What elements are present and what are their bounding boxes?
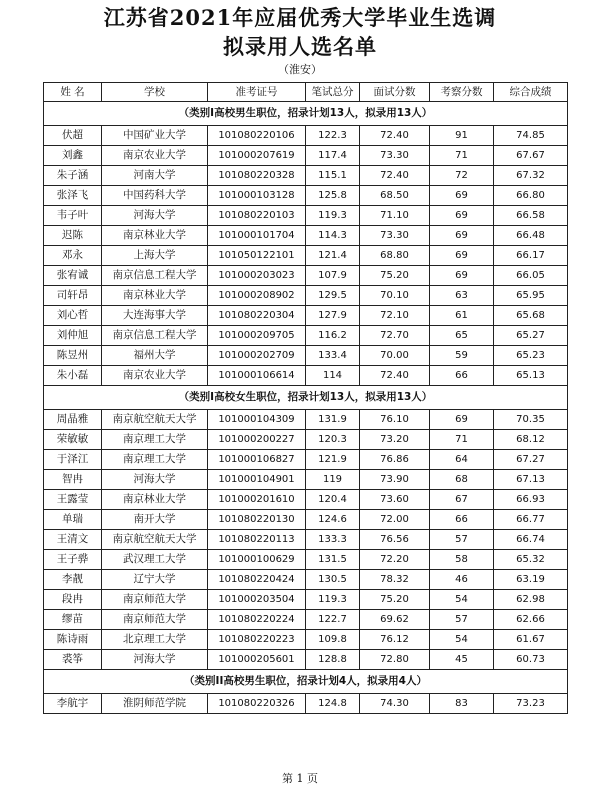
- cell-name: 朱小磊: [44, 366, 102, 386]
- cell-written-score: 116.2: [306, 326, 360, 346]
- cell-exam-id: 101000103128: [208, 186, 306, 206]
- cell-written-score: 120.3: [306, 430, 360, 450]
- cell-inspection-score: 54: [430, 590, 494, 610]
- table-row: [44, 470, 568, 490]
- cell-inspection-score: 57: [430, 530, 494, 550]
- cell-total-score: 66.58: [494, 206, 568, 226]
- cell-total-score: 73.23: [494, 694, 568, 714]
- table-row: [44, 346, 568, 366]
- table-row: [44, 490, 568, 510]
- cell-exam-id: 101000101704: [208, 226, 306, 246]
- cell-written-score: 131.5: [306, 550, 360, 570]
- cell-written-score: 109.8: [306, 630, 360, 650]
- header-written-score: 笔试总分: [306, 83, 360, 102]
- cell-written-score: 115.1: [306, 166, 360, 186]
- header-school: 学校: [102, 83, 208, 102]
- cell-exam-id: 101000200227: [208, 430, 306, 450]
- cell-inspection-score: 67: [430, 490, 494, 510]
- cell-exam-id: 101000205601: [208, 650, 306, 670]
- header-inspection-score: 考察分数: [430, 83, 494, 102]
- cell-interview-score: 73.60: [360, 490, 430, 510]
- cell-name: 王清文: [44, 530, 102, 550]
- cell-name: 刘鑫: [44, 146, 102, 166]
- cell-name: 单瑞: [44, 510, 102, 530]
- cell-interview-score: 76.86: [360, 450, 430, 470]
- cell-inspection-score: 64: [430, 450, 494, 470]
- cell-interview-score: 76.56: [360, 530, 430, 550]
- cell-school: 武汉理工大学: [102, 550, 208, 570]
- cell-interview-score: 72.40: [360, 126, 430, 146]
- cell-name: 裘筝: [44, 650, 102, 670]
- cell-inspection-score: 83: [430, 694, 494, 714]
- cell-total-score: 66.05: [494, 266, 568, 286]
- cell-name: 张宥诚: [44, 266, 102, 286]
- cell-interview-score: 72.40: [360, 166, 430, 186]
- cell-school: 南京师范大学: [102, 590, 208, 610]
- category-label: （类别I高校女生职位，招录计划13人，拟录用13人）: [44, 386, 568, 410]
- cell-written-score: 131.9: [306, 410, 360, 430]
- cell-written-score: 127.9: [306, 306, 360, 326]
- cell-total-score: 61.67: [494, 630, 568, 650]
- cell-inspection-score: 68: [430, 470, 494, 490]
- cell-exam-id: 101080220103: [208, 206, 306, 226]
- cell-inspection-score: 63: [430, 286, 494, 306]
- table-row: [44, 186, 568, 206]
- cell-interview-score: 72.20: [360, 550, 430, 570]
- table-row: [44, 366, 568, 386]
- cell-school: 北京理工大学: [102, 630, 208, 650]
- cell-school: 南京航空航天大学: [102, 530, 208, 550]
- cell-name: 朱子涵: [44, 166, 102, 186]
- cell-total-score: 66.17: [494, 246, 568, 266]
- table-row: [44, 206, 568, 226]
- table-row: [44, 630, 568, 650]
- cell-written-score: 107.9: [306, 266, 360, 286]
- cell-exam-id: 101080220328: [208, 166, 306, 186]
- cell-exam-id: 101000208902: [208, 286, 306, 306]
- cell-school: 辽宁大学: [102, 570, 208, 590]
- cell-total-score: 70.35: [494, 410, 568, 430]
- category-label: （类别I高校男生职位，招录计划13人，拟录用13人）: [44, 102, 568, 126]
- cell-exam-id: 101080220223: [208, 630, 306, 650]
- table-row: [44, 694, 568, 714]
- cell-interview-score: 75.20: [360, 590, 430, 610]
- cell-name: 刘仲旭: [44, 326, 102, 346]
- cell-interview-score: 75.20: [360, 266, 430, 286]
- table-row: [44, 430, 568, 450]
- cell-exam-id: 101080220224: [208, 610, 306, 630]
- cell-total-score: 65.13: [494, 366, 568, 386]
- cell-interview-score: 73.30: [360, 226, 430, 246]
- cell-written-score: 122.7: [306, 610, 360, 630]
- table-row: [44, 166, 568, 186]
- table-body: [44, 102, 568, 714]
- cell-inspection-score: 69: [430, 266, 494, 286]
- cell-school: 南京航空航天大学: [102, 410, 208, 430]
- cell-name: 王子骅: [44, 550, 102, 570]
- cell-exam-id: 101000104309: [208, 410, 306, 430]
- cell-interview-score: 72.00: [360, 510, 430, 530]
- cell-inspection-score: 71: [430, 430, 494, 450]
- cell-total-score: 67.27: [494, 450, 568, 470]
- cell-exam-id: 101080220106: [208, 126, 306, 146]
- cell-school: 南京理工大学: [102, 430, 208, 450]
- cell-name: 韦子叶: [44, 206, 102, 226]
- cell-inspection-score: 45: [430, 650, 494, 670]
- cell-total-score: 63.19: [494, 570, 568, 590]
- cell-interview-score: 74.30: [360, 694, 430, 714]
- header-name: 姓 名: [44, 83, 102, 102]
- cell-inspection-score: 69: [430, 410, 494, 430]
- cell-written-score: 117.4: [306, 146, 360, 166]
- cell-name: 李航宇: [44, 694, 102, 714]
- cell-name: 荣敏敏: [44, 430, 102, 450]
- cell-name: 于泽江: [44, 450, 102, 470]
- cell-interview-score: 78.32: [360, 570, 430, 590]
- cell-interview-score: 73.30: [360, 146, 430, 166]
- cell-written-score: 114: [306, 366, 360, 386]
- candidate-table: [43, 82, 568, 714]
- cell-interview-score: 73.20: [360, 430, 430, 450]
- cell-interview-score: 72.70: [360, 326, 430, 346]
- cell-school: 南京农业大学: [102, 146, 208, 166]
- cell-written-score: 119.3: [306, 206, 360, 226]
- cell-exam-id: 101080220304: [208, 306, 306, 326]
- cell-inspection-score: 66: [430, 510, 494, 530]
- cell-written-score: 121.4: [306, 246, 360, 266]
- cell-total-score: 68.12: [494, 430, 568, 450]
- cell-interview-score: 72.10: [360, 306, 430, 326]
- cell-total-score: 62.66: [494, 610, 568, 630]
- header-exam-id: 准考证号: [208, 83, 306, 102]
- category-row: [44, 670, 568, 694]
- cell-total-score: 67.67: [494, 146, 568, 166]
- cell-inspection-score: 59: [430, 346, 494, 366]
- table-row: [44, 266, 568, 286]
- cell-inspection-score: 69: [430, 226, 494, 246]
- cell-inspection-score: 57: [430, 610, 494, 630]
- cell-written-score: 122.3: [306, 126, 360, 146]
- cell-exam-id: 101080220130: [208, 510, 306, 530]
- cell-interview-score: 70.00: [360, 346, 430, 366]
- cell-exam-id: 101080220326: [208, 694, 306, 714]
- cell-written-score: 124.8: [306, 694, 360, 714]
- cell-interview-score: 69.62: [360, 610, 430, 630]
- cell-exam-id: 101050122101: [208, 246, 306, 266]
- cell-name: 李靓: [44, 570, 102, 590]
- cell-total-score: 67.32: [494, 166, 568, 186]
- table-row: [44, 410, 568, 430]
- region-label: （淮安）: [278, 63, 322, 76]
- cell-interview-score: 70.10: [360, 286, 430, 306]
- cell-school: 中国药科大学: [102, 186, 208, 206]
- table-row: [44, 530, 568, 550]
- cell-total-score: 65.27: [494, 326, 568, 346]
- table-row: [44, 226, 568, 246]
- cell-interview-score: 72.40: [360, 366, 430, 386]
- cell-name: 段冉: [44, 590, 102, 610]
- cell-interview-score: 68.80: [360, 246, 430, 266]
- cell-written-score: 128.8: [306, 650, 360, 670]
- cell-written-score: 125.8: [306, 186, 360, 206]
- cell-name: 周晶雅: [44, 410, 102, 430]
- table-row: [44, 550, 568, 570]
- cell-inspection-score: 61: [430, 306, 494, 326]
- cell-written-score: 130.5: [306, 570, 360, 590]
- table-row: [44, 126, 568, 146]
- cell-written-score: 124.6: [306, 510, 360, 530]
- cell-exam-id: 101000202709: [208, 346, 306, 366]
- table-row: [44, 590, 568, 610]
- cell-written-score: 121.9: [306, 450, 360, 470]
- cell-name: 缪苗: [44, 610, 102, 630]
- cell-name: 陈昱州: [44, 346, 102, 366]
- cell-school: 南京信息工程大学: [102, 326, 208, 346]
- table-row: [44, 246, 568, 266]
- cell-exam-id: 101000100629: [208, 550, 306, 570]
- cell-interview-score: 73.90: [360, 470, 430, 490]
- cell-name: 智冉: [44, 470, 102, 490]
- cell-inspection-score: 66: [430, 366, 494, 386]
- cell-school: 南京农业大学: [102, 366, 208, 386]
- cell-total-score: 74.85: [494, 126, 568, 146]
- cell-name: 张泽飞: [44, 186, 102, 206]
- category-row: [44, 386, 568, 410]
- cell-total-score: 60.73: [494, 650, 568, 670]
- cell-school: 南京师范大学: [102, 610, 208, 630]
- cell-total-score: 66.74: [494, 530, 568, 550]
- cell-school: 河南大学: [102, 166, 208, 186]
- cell-total-score: 66.80: [494, 186, 568, 206]
- cell-total-score: 66.77: [494, 510, 568, 530]
- cell-name: 陈诗雨: [44, 630, 102, 650]
- cell-total-score: 65.95: [494, 286, 568, 306]
- cell-exam-id: 101080220424: [208, 570, 306, 590]
- cell-written-score: 133.4: [306, 346, 360, 366]
- cell-interview-score: 76.10: [360, 410, 430, 430]
- cell-name: 刘心哲: [44, 306, 102, 326]
- cell-inspection-score: 69: [430, 206, 494, 226]
- category-row: [44, 102, 568, 126]
- cell-exam-id: 101000104901: [208, 470, 306, 490]
- cell-school: 中国矿业大学: [102, 126, 208, 146]
- cell-inspection-score: 69: [430, 246, 494, 266]
- cell-total-score: 65.32: [494, 550, 568, 570]
- cell-total-score: 66.93: [494, 490, 568, 510]
- cell-school: 南京理工大学: [102, 450, 208, 470]
- cell-name: 司轩昂: [44, 286, 102, 306]
- cell-name: 王露莹: [44, 490, 102, 510]
- cell-name: 邓永: [44, 246, 102, 266]
- cell-school: 南开大学: [102, 510, 208, 530]
- page-number: 第 1 页: [282, 772, 318, 785]
- cell-inspection-score: 46: [430, 570, 494, 590]
- cell-school: 南京林业大学: [102, 490, 208, 510]
- cell-inspection-score: 65: [430, 326, 494, 346]
- cell-total-score: 65.68: [494, 306, 568, 326]
- cell-inspection-score: 91: [430, 126, 494, 146]
- cell-school: 上海大学: [102, 246, 208, 266]
- table-row: [44, 326, 568, 346]
- cell-school: 南京信息工程大学: [102, 266, 208, 286]
- cell-exam-id: 101080220113: [208, 530, 306, 550]
- cell-school: 河海大学: [102, 206, 208, 226]
- table-row: [44, 306, 568, 326]
- cell-exam-id: 101000207619: [208, 146, 306, 166]
- cell-inspection-score: 71: [430, 146, 494, 166]
- cell-written-score: 119: [306, 470, 360, 490]
- cell-name: 迟陈: [44, 226, 102, 246]
- cell-total-score: 65.23: [494, 346, 568, 366]
- cell-total-score: 62.98: [494, 590, 568, 610]
- cell-school: 河海大学: [102, 470, 208, 490]
- cell-school: 福州大学: [102, 346, 208, 366]
- document-title-line1: 江苏省2021年应届优秀大学毕业生选调: [103, 5, 497, 30]
- table-row: [44, 610, 568, 630]
- cell-inspection-score: 72: [430, 166, 494, 186]
- cell-exam-id: 101000201610: [208, 490, 306, 510]
- cell-interview-score: 68.50: [360, 186, 430, 206]
- cell-exam-id: 101000203504: [208, 590, 306, 610]
- cell-school: 南京林业大学: [102, 286, 208, 306]
- cell-written-score: 133.3: [306, 530, 360, 550]
- cell-exam-id: 101000106827: [208, 450, 306, 470]
- cell-written-score: 129.5: [306, 286, 360, 306]
- cell-interview-score: 71.10: [360, 206, 430, 226]
- cell-inspection-score: 58: [430, 550, 494, 570]
- cell-total-score: 66.48: [494, 226, 568, 246]
- cell-exam-id: 101000203023: [208, 266, 306, 286]
- table-row: [44, 450, 568, 470]
- header-interview-score: 面试分数: [360, 83, 430, 102]
- cell-exam-id: 101000106614: [208, 366, 306, 386]
- cell-inspection-score: 69: [430, 186, 494, 206]
- cell-school: 淮阴师范学院: [102, 694, 208, 714]
- cell-written-score: 120.4: [306, 490, 360, 510]
- table-row: [44, 510, 568, 530]
- cell-school: 南京林业大学: [102, 226, 208, 246]
- table-row: [44, 286, 568, 306]
- cell-name: 伏超: [44, 126, 102, 146]
- category-label: （类别II高校男生职位，招录计划4人，拟录用4人）: [44, 670, 568, 694]
- cell-total-score: 67.13: [494, 470, 568, 490]
- cell-exam-id: 101000209705: [208, 326, 306, 346]
- cell-inspection-score: 54: [430, 630, 494, 650]
- table-row: [44, 146, 568, 166]
- cell-interview-score: 72.80: [360, 650, 430, 670]
- document-title-line2: 拟录用人选名单: [223, 34, 377, 59]
- cell-school: 大连海事大学: [102, 306, 208, 326]
- table-row: [44, 650, 568, 670]
- header-row: [44, 83, 568, 102]
- cell-written-score: 119.3: [306, 590, 360, 610]
- cell-school: 河海大学: [102, 650, 208, 670]
- cell-written-score: 114.3: [306, 226, 360, 246]
- table-row: [44, 570, 568, 590]
- cell-interview-score: 76.12: [360, 630, 430, 650]
- header-total-score: 综合成绩: [494, 83, 568, 102]
